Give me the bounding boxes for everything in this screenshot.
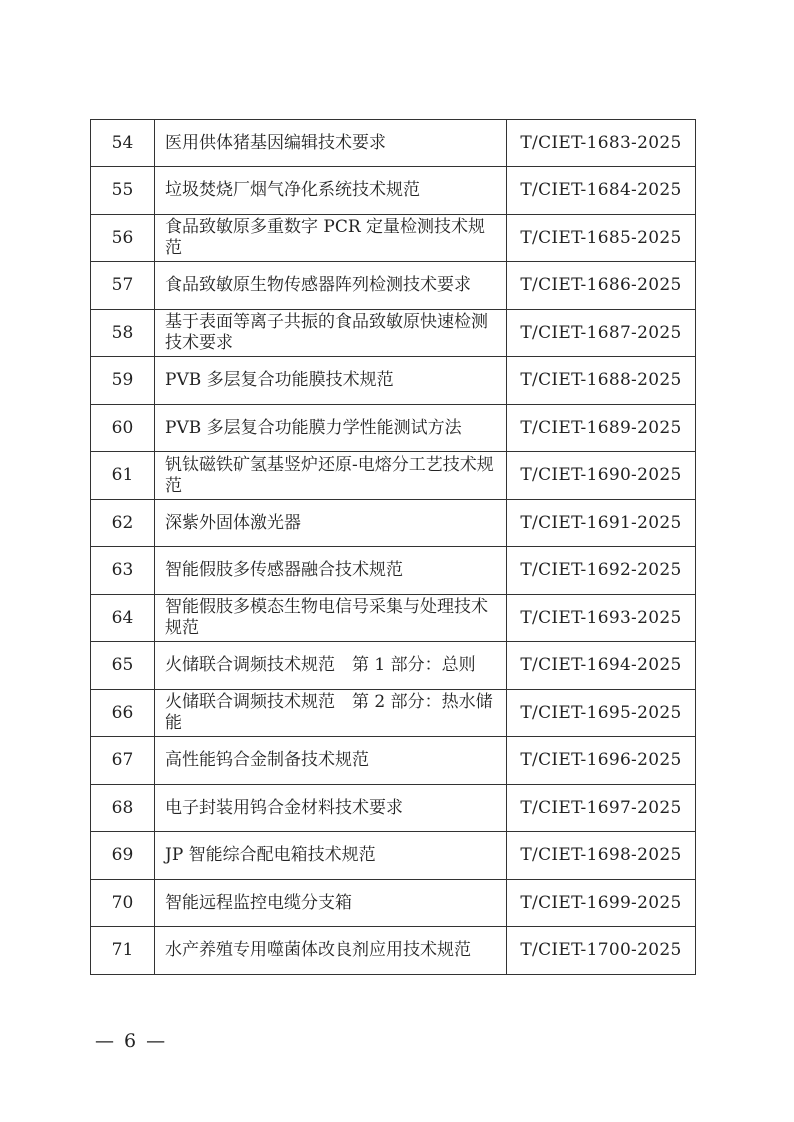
standard-code: T/CIET-1689-2025 (507, 405, 696, 452)
row-number: 56 (91, 215, 155, 262)
row-number: 61 (91, 452, 155, 500)
table-row (91, 215, 696, 262)
standard-code: T/CIET-1691-2025 (507, 500, 696, 547)
row-number: 69 (91, 832, 155, 880)
row-number: 57 (91, 262, 155, 310)
table-row (91, 500, 696, 547)
standard-code: T/CIET-1693-2025 (507, 595, 696, 642)
table-row (91, 357, 696, 405)
standard-code: T/CIET-1698-2025 (507, 832, 696, 880)
standard-title: 基于表面等离子共振的食品致敏原快速检测技术要求 (155, 310, 507, 357)
table-row (91, 405, 696, 452)
table-row (91, 642, 696, 690)
table-row (91, 737, 696, 785)
table-row (91, 310, 696, 357)
standard-code: T/CIET-1687-2025 (507, 310, 696, 357)
standard-title: 垃圾焚烧厂烟气净化系统技术规范 (155, 167, 507, 215)
row-number: 66 (91, 690, 155, 737)
standard-title: 高性能钨合金制备技术规范 (155, 737, 507, 785)
row-number: 58 (91, 310, 155, 357)
standard-title: 钒钛磁铁矿氢基竖炉还原-电熔分工艺技术规范 (155, 452, 507, 500)
row-number: 62 (91, 500, 155, 547)
standard-title: 智能远程监控电缆分支箱 (155, 880, 507, 927)
standard-code: T/CIET-1686-2025 (507, 262, 696, 310)
standard-title: 食品致敏原生物传感器阵列检测技术要求 (155, 262, 507, 310)
standard-title: 火储联合调频技术规范 第 1 部分：总则 (155, 642, 507, 690)
standard-code: T/CIET-1697-2025 (507, 785, 696, 832)
table-row (91, 167, 696, 215)
standards-table (90, 119, 696, 975)
row-number: 71 (91, 927, 155, 975)
standard-code: T/CIET-1683-2025 (507, 120, 696, 167)
standard-title: JP 智能综合配电箱技术规范 (155, 832, 507, 880)
row-number: 70 (91, 880, 155, 927)
standard-title: 智能假肢多传感器融合技术规范 (155, 547, 507, 595)
table-row (91, 262, 696, 310)
standard-code: T/CIET-1699-2025 (507, 880, 696, 927)
row-number: 54 (91, 120, 155, 167)
row-number: 67 (91, 737, 155, 785)
table-row (91, 595, 696, 642)
standard-code: T/CIET-1694-2025 (507, 642, 696, 690)
standard-title: 食品致敏原多重数字 PCR 定量检测技术规范 (155, 215, 507, 262)
standard-code: T/CIET-1690-2025 (507, 452, 696, 500)
row-number: 68 (91, 785, 155, 832)
row-number: 60 (91, 405, 155, 452)
row-number: 59 (91, 357, 155, 405)
page-number: — 6 — (95, 1030, 168, 1052)
table-row (91, 785, 696, 832)
row-number: 55 (91, 167, 155, 215)
standard-title: 深紫外固体激光器 (155, 500, 507, 547)
standard-title: 火储联合调频技术规范 第 2 部分：热水储能 (155, 690, 507, 737)
standard-title: 电子封装用钨合金材料技术要求 (155, 785, 507, 832)
standard-code: T/CIET-1696-2025 (507, 737, 696, 785)
standard-code: T/CIET-1692-2025 (507, 547, 696, 595)
table-row (91, 880, 696, 927)
standard-code: T/CIET-1684-2025 (507, 167, 696, 215)
standard-title: PVB 多层复合功能膜力学性能测试方法 (155, 405, 507, 452)
row-number: 64 (91, 595, 155, 642)
table-row (91, 690, 696, 737)
standard-code: T/CIET-1700-2025 (507, 927, 696, 975)
standard-code: T/CIET-1695-2025 (507, 690, 696, 737)
table-row (91, 120, 696, 167)
table-row (91, 927, 696, 975)
standard-title: 智能假肢多模态生物电信号采集与处理技术规范 (155, 595, 507, 642)
standard-code: T/CIET-1685-2025 (507, 215, 696, 262)
table-row (91, 452, 696, 500)
standard-title: 医用供体猪基因编辑技术要求 (155, 120, 507, 167)
standard-code: T/CIET-1688-2025 (507, 357, 696, 405)
row-number: 65 (91, 642, 155, 690)
standard-title: 水产养殖专用噬菌体改良剂应用技术规范 (155, 927, 507, 975)
standard-title: PVB 多层复合功能膜技术规范 (155, 357, 507, 405)
table-row (91, 832, 696, 880)
row-number: 63 (91, 547, 155, 595)
table-row (91, 547, 696, 595)
